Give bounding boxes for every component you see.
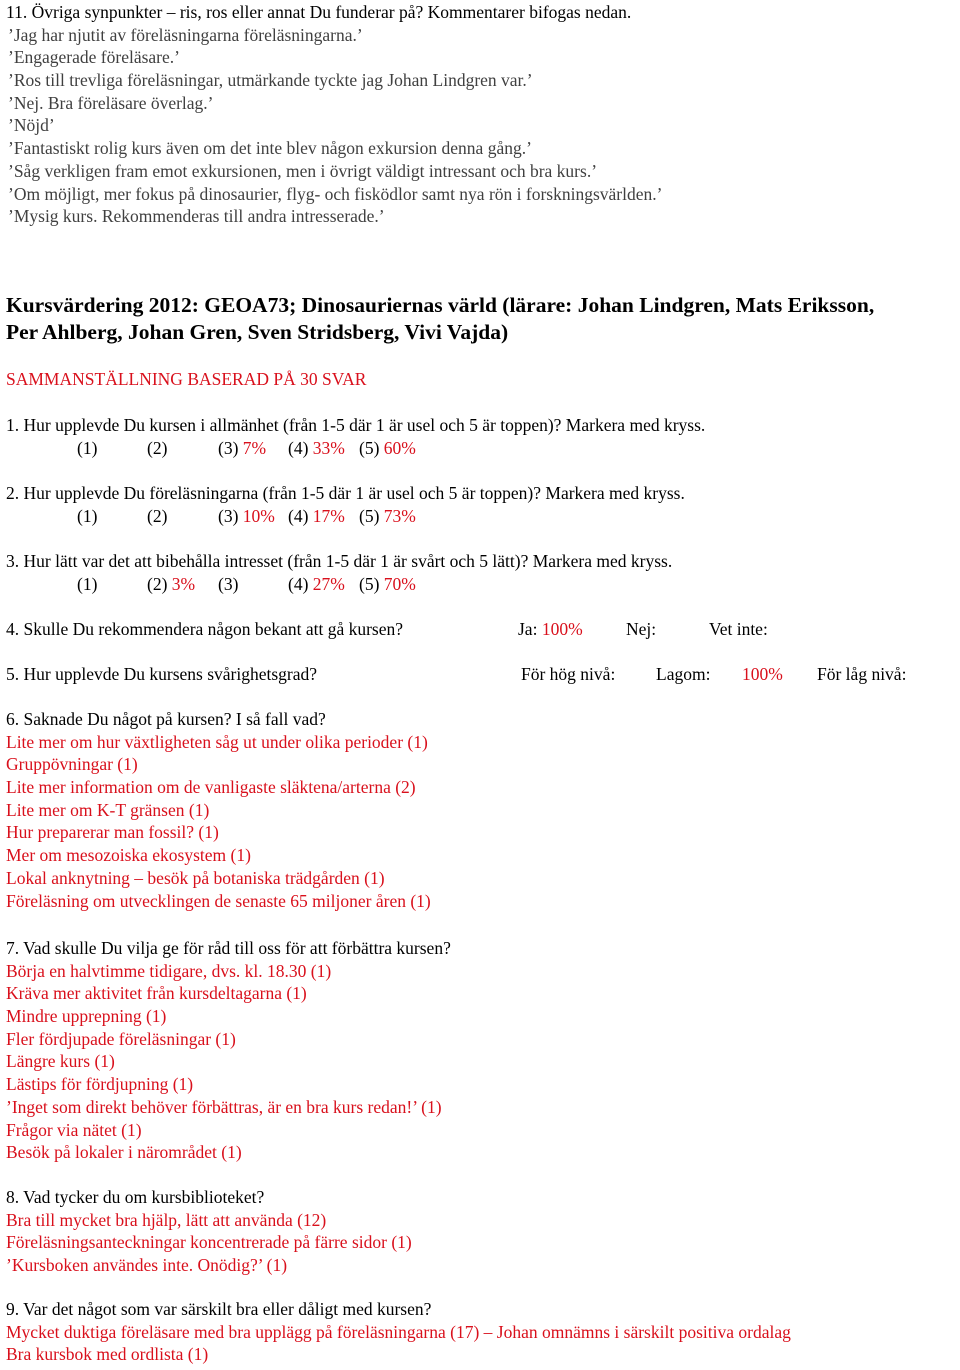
q3-option-4: [288, 573, 345, 596]
q8-answer: Föreläsningsanteckningar koncentrerade på färre sidor (1): [6, 1232, 412, 1253]
q2-option-1: [77, 505, 97, 528]
q1-section: [6, 414, 956, 459]
q11-comment: ’Mysig kurs. Rekommenderas till andra intresserade.’: [8, 206, 385, 227]
q5-ok-value: 100%: [742, 664, 783, 684]
option-label: (4): [288, 437, 309, 458]
option-label: (4): [288, 573, 309, 594]
q2-scale: [6, 505, 956, 528]
q7-answer: Längre kurs (1): [6, 1051, 115, 1072]
option-value: 73%: [383, 505, 416, 526]
option-value: 60%: [383, 437, 416, 458]
summary-label: SAMMANSTÄLLNING BASERAD PÅ 30 SVAR: [6, 369, 367, 389]
q4-no-label: Nej:: [626, 619, 657, 639]
q3-option-3: [218, 573, 238, 596]
option-label: (3): [218, 505, 239, 526]
q4-dunno-label: Vet inte:: [709, 619, 768, 639]
q5-row: [6, 663, 956, 686]
option-label: (2): [147, 437, 168, 458]
q4-question: 4. Skulle Du rekommendera någon bekant att gå kursen?: [6, 619, 404, 639]
q8-section: [6, 1186, 956, 1277]
q7-answer: Börja en halvtimme tidigare, dvs. kl. 18.30 (1): [6, 960, 332, 981]
q9-answer: Bra kursbok med ordlista (1): [6, 1344, 209, 1365]
q4-yes: [518, 618, 583, 641]
q1-option-3: [218, 437, 266, 460]
q7-section: [6, 937, 956, 1164]
q2-option-5: [359, 505, 416, 528]
q3-option-5: [359, 573, 416, 596]
q9-question: 9. Var det något som var särskilt bra eller dåligt med kursen?: [6, 1299, 432, 1319]
option-label: (5): [359, 437, 380, 458]
q6-answer: Lite mer om K-T gränsen (1): [6, 799, 210, 820]
q4-yes-value: 100%: [541, 619, 583, 639]
q11-comment: ’Såg verkligen fram emot exkursionen, men i övrigt väldigt intressant och bra kurs.’: [8, 160, 598, 181]
q6-question: 6. Saknade Du något på kursen? I så fall vad?: [6, 709, 326, 729]
q8-question: 8. Vad tycker du om kursbiblioteket?: [6, 1187, 265, 1207]
option-value: 33%: [312, 437, 345, 458]
q11-comment: ’Fantastiskt rolig kurs även om det inte blev någon exkursion denna gång.’: [8, 138, 532, 159]
option-label: (1): [77, 437, 98, 458]
q5-question: 5. Hur upplevde Du kursens svårighetsgrad?: [6, 664, 318, 684]
q7-answer: Besök på lokaler i närområdet (1): [6, 1142, 242, 1163]
q5-low-label: För låg nivå:: [817, 664, 907, 684]
option-label: (4): [288, 505, 309, 526]
q7-answer: Mindre upprepning (1): [6, 1006, 167, 1027]
option-value: 17%: [312, 505, 345, 526]
q11-comment: ’Nöjd’: [8, 115, 55, 136]
option-value: 3%: [171, 573, 196, 594]
q1-option-4: [288, 437, 345, 460]
option-label: (2): [147, 573, 168, 594]
q4-row: [6, 618, 956, 641]
q9-answer: Mycket duktiga föreläsare med bra upplägg på föreläsningarna (17) – Johan omnämns i särskilt positiva ordalag: [6, 1321, 791, 1342]
q1-scale: [6, 437, 956, 460]
option-value: 10%: [242, 505, 275, 526]
q2-question: 2. Hur upplevde Du föreläsningarna (från 1-5 där 1 är usel och 5 är toppen)? Markera med kryss.: [6, 483, 685, 503]
option-label: (1): [77, 573, 98, 594]
q11-comment: ’Engagerade föreläsare.’: [8, 47, 180, 68]
q6-answer: Lokal anknytning – besök på botaniska trädgården (1): [6, 867, 385, 888]
q3-option-2: [147, 573, 195, 596]
q11-section: [6, 1, 956, 228]
q7-answer: Kräva mer aktivitet från kursdeltagarna (1): [6, 983, 307, 1004]
q7-answer: ’Inget som direkt behöver förbättras, är en bra kurs redan!’ (1): [6, 1096, 442, 1117]
q3-question: 3. Hur lätt var det att bibehålla intresset (från 1-5 där 1 är svårt och 5 lätt)? Markera med kryss.: [6, 551, 673, 571]
q8-answer: ’Kursboken användes inte. Onödig?’ (1): [6, 1255, 288, 1276]
q6-answer: Mer om mesozoiska ekosystem (1): [6, 845, 251, 866]
option-label: (5): [359, 573, 380, 594]
q2-option-3: [218, 505, 275, 528]
q7-answer: Lästips för fördjupning (1): [6, 1074, 194, 1095]
course-heading: [6, 292, 956, 346]
option-value: 27%: [312, 573, 345, 594]
q5-ok-label: Lagom:: [656, 664, 711, 684]
q6-answer: Föreläsning om utvecklingen de senaste 65 miljoner åren (1): [6, 890, 431, 911]
option-label: (3): [218, 437, 239, 458]
q6-answer: Gruppövningar (1): [6, 754, 138, 775]
q3-option-1: [77, 573, 97, 596]
option-label: (2): [147, 505, 168, 526]
q7-answer: Frågor via nätet (1): [6, 1119, 142, 1140]
q7-answer: Fler fördjupade föreläsningar (1): [6, 1028, 236, 1049]
q1-option-1: [77, 437, 97, 460]
q6-answer: Lite mer information om de vanligaste släktena/arterna (2): [6, 777, 416, 798]
option-label: (3): [218, 573, 239, 594]
q1-option-5: [359, 437, 416, 460]
q9-section: [6, 1298, 956, 1366]
q1-option-2: [147, 437, 167, 460]
q11-comment: ’Nej. Bra föreläsare överlag.’: [8, 92, 214, 113]
option-label: (1): [77, 505, 98, 526]
option-label: (5): [359, 505, 380, 526]
q6-answer: Lite mer om hur växtligheten såg ut under olika perioder (1): [6, 731, 428, 752]
q4-section: [6, 618, 956, 641]
option-value: 70%: [383, 573, 416, 594]
summary-section: [6, 368, 956, 391]
q11-comment: ’Ros till trevliga föreläsningar, utmärkande tyckte jag Johan Lindgren var.’: [8, 70, 533, 91]
q5-section: [6, 663, 956, 686]
course-heading-line2: Per Ahlberg, Johan Gren, Sven Stridsberg, Vivi Vajda): [6, 320, 509, 344]
option-value: 7%: [242, 437, 267, 458]
q2-section: [6, 482, 956, 527]
q3-scale: [6, 573, 956, 596]
q6-answer: Hur preparerar man fossil? (1): [6, 822, 219, 843]
q2-option-4: [288, 505, 345, 528]
q4-yes-label: Ja:: [518, 619, 538, 639]
q7-question: 7. Vad skulle Du vilja ge för råd till oss för att förbättra kursen?: [6, 938, 451, 958]
q3-section: [6, 550, 956, 595]
q5-high-label: För hög nivå:: [521, 664, 616, 684]
q11-comment: ’Jag har njutit av föreläsningarna föreläsningarna.’: [8, 24, 363, 45]
q6-section: [6, 708, 956, 912]
q11-question: 11. Övriga synpunkter – ris, ros eller annat Du funderar på? Kommentarer bifogas nedan.: [6, 2, 632, 22]
course-heading-line1: Kursvärdering 2012: GEOA73; Dinosauriernas värld (lärare: Johan Lindgren, Mats Eriksson,: [6, 293, 875, 317]
q8-answer: Bra till mycket bra hjälp, lätt att använda (12): [6, 1209, 327, 1230]
q2-option-2: [147, 505, 167, 528]
q11-comment: ’Om möjligt, mer fokus på dinosaurier, flyg- och fisködlor samt nya rön i forskningsvärlden.’: [8, 183, 663, 204]
q1-question: 1. Hur upplevde Du kursen i allmänhet (från 1-5 där 1 är usel och 5 är toppen)? Markera med kryss.: [6, 415, 706, 435]
